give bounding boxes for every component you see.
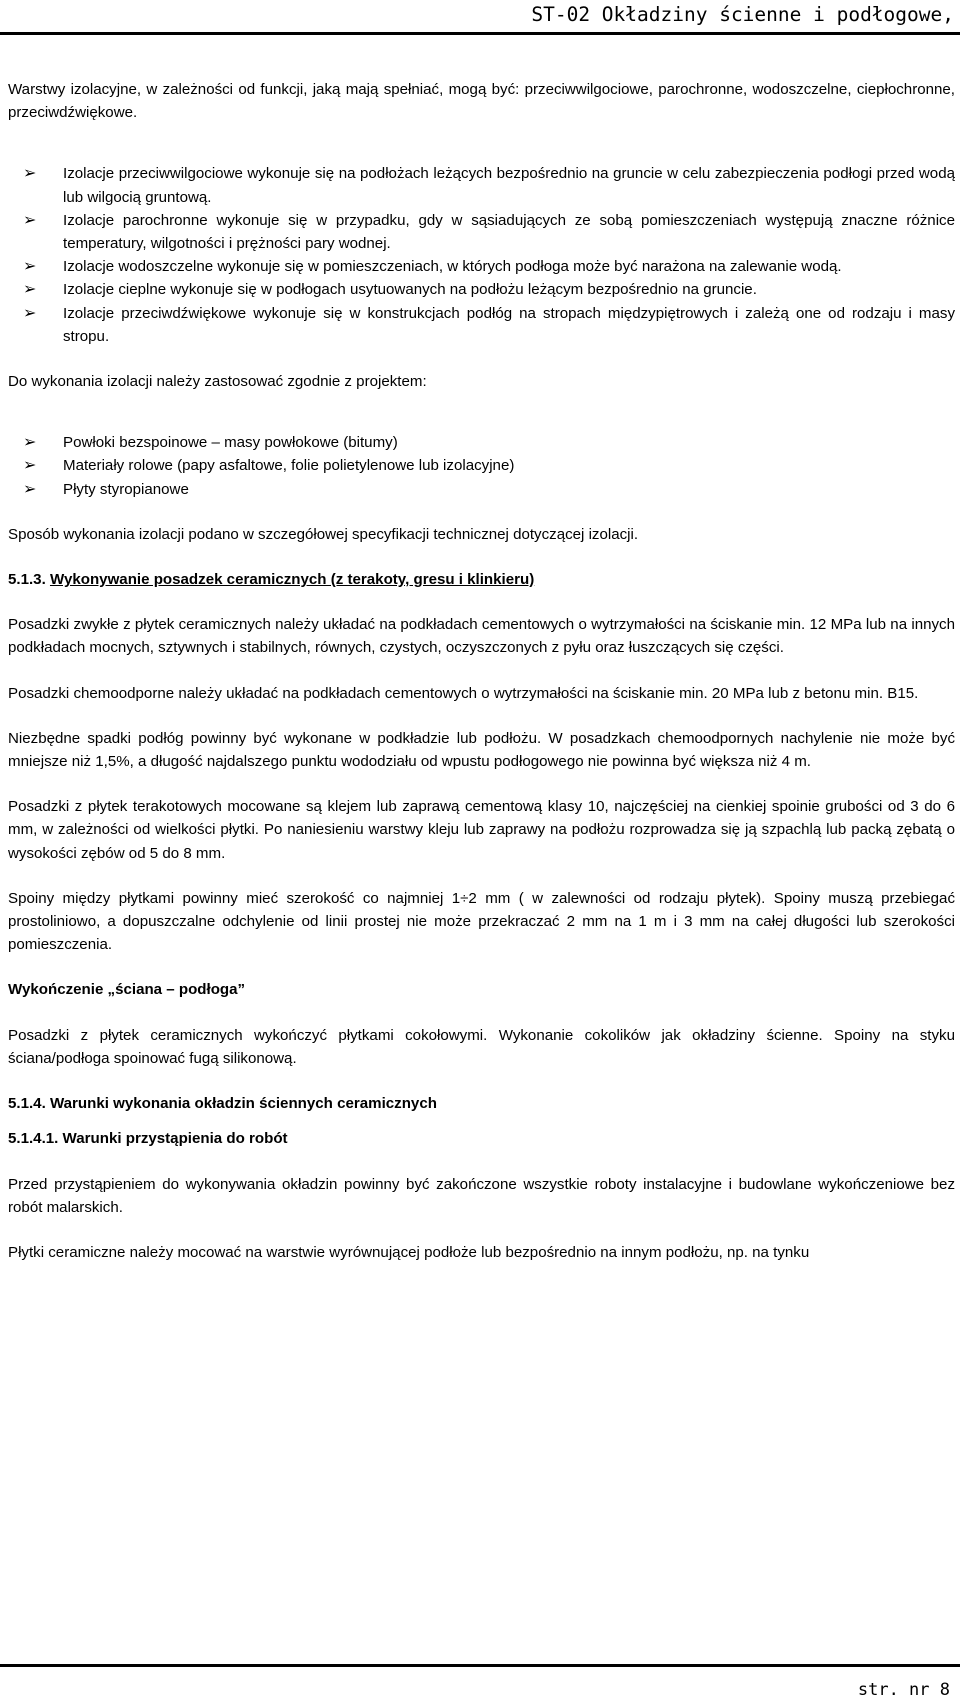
section-5141-paragraph: Płytki ceramiczne należy mocować na warstwie wyrównującej podłoże lub bezpośrednio na innym podłożu, np. na tynku <box>8 1243 810 1261</box>
document-title: ST-02 Okładziny ścienne i podłogowe, <box>531 3 954 26</box>
page-content <box>8 78 955 1264</box>
list-item: ➢ Izolacje przeciwdźwiękowe wykonuje się w konstrukcjach podłóg na stropach międzypiętrowych i zależą one od rodzaju i masy stropu. <box>8 302 955 348</box>
list-item: ➢ Izolacje cieplne wykonuje się w podłogach usytuowanych na podłożu leżącym bezpośrednio na gruncie. <box>8 278 955 301</box>
list-item: ➢ Płyty styropianowe <box>8 478 955 501</box>
arrow-bullet-icon: ➢ <box>23 211 37 229</box>
list-item: ➢ Powłoki bezspoinowe – masy powłokowe (bitumy) <box>8 431 955 454</box>
intro-paragraph: Warstwy izolacyjne, w zależności od funkcji, jaką mają spełniać, mogą być: przeciwwilgociowe, parochronne, wodoszczelne, ciepłochronne, przeciwdźwiękowe. <box>8 81 955 122</box>
arrow-bullet-icon: ➢ <box>23 281 37 299</box>
section-513-paragraph: Posadzki z płytek terakotowych mocowane są klejem lub zaprawą cementową klasy 10, najczęściej na cienkiej spoinie grubości od 3 do 6 mm, w zależności od wielkości płytki. Po naniesieniu warstwy kleju lub zaprawy na podłożu rozprowadza się ją szpachlą lub packą zębatą o wysokości zębów od 5 do 8 mm. <box>8 798 955 862</box>
arrow-bullet-icon: ➢ <box>23 165 37 183</box>
arrow-bullet-icon: ➢ <box>23 258 37 276</box>
section-5141-paragraph: Przed przystąpieniem do wykonywania okładzin powinny być zakończone wszystkie roboty instalacyjne i budowlane wykończeniowe bez robót malarskich. <box>8 1175 955 1216</box>
insulation-types-list <box>8 162 955 348</box>
list-item: ➢ Izolacje parochronne wykonuje się w przypadku, gdy w sąsiadujących ze sobą pomieszczeniach występują znaczne różnice temperatury, wilgotności i prężności pary wodnej. <box>8 209 955 255</box>
section-513-paragraph: Spoiny między płytkami powinny mieć szerokość co najmniej 1÷2 mm ( w zalewności od rodzaju płytek). Spoiny muszą przebiegać prostoliniowo, a dopuszczalne odchylenie od linii prostej nie może przekraczać 2 mm na 1 m i 3 mm na całej długości lub szerokości pomieszczenia. <box>8 889 955 954</box>
method-note: Sposób wykonania izolacji podano w szczegółowej specyfikacji technicznej dotyczącej izolacji. <box>8 525 639 543</box>
finishing-heading: Wykończenie „ściana – podłoga” <box>8 981 246 999</box>
section-513-paragraph: Posadzki chemoodporne należy układać na podkładach cementowych o wytrzymałości na ściskanie min. 20 MPa lub z betonu min. B15. <box>8 684 919 702</box>
list-item: ➢ Izolacje wodoszczelne wykonuje się w pomieszczeniach, w których podłoga może być narażona na zalewanie wodą. <box>8 255 955 278</box>
section-513-heading: 5.1.3. Wykonywanie posadzek ceramicznych (z terakoty, gresu i klinkieru) <box>8 571 535 589</box>
materials-intro: Do wykonania izolacji należy zastosować zgodnie z projektem: <box>8 373 427 391</box>
section-513-paragraph: Niezbędne spadki podłóg powinny być wykonane w podkładzie lub podłożu. W posadzkach chemoodpornych nachylenie nie może być mniejsze niż 1,5%, a długość najdalszego punktu wododziału od wpustu podłogowego nie powinna być większa niż 4 m. <box>8 729 955 771</box>
section-5141-heading: 5.1.4.1. Warunki przystąpienia do robót <box>8 1130 288 1148</box>
arrow-bullet-icon: ➢ <box>23 434 37 452</box>
page-number: str. nr 8 <box>857 1680 950 1700</box>
footer-rule <box>0 1664 960 1667</box>
page-header <box>0 0 960 32</box>
materials-list <box>8 431 955 501</box>
section-514-heading: 5.1.4. Warunki wykonania okładzin ściennych ceramicznych <box>8 1095 437 1113</box>
section-513-paragraph: Posadzki zwykłe z płytek ceramicznych należy układać na podkładach cementowych o wytrzymałości na ściskanie min. 12 MPa lub na innych podkładach mocnych, sztywnych i stabilnych, równych, czystych, oczyszczonych z pyłu oraz łuszczących się części. <box>8 616 955 657</box>
arrow-bullet-icon: ➢ <box>23 304 37 322</box>
arrow-bullet-icon: ➢ <box>23 480 37 498</box>
list-item: ➢ Materiały rolowe (papy asfaltowe, folie polietylenowe lub izolacyjne) <box>8 454 955 477</box>
header-rule <box>0 32 960 35</box>
finishing-paragraph: Posadzki z płytek ceramicznych wykończyć płytkami cokołowymi. Wykonanie cokolików jak okładziny ścienne. Spoiny na styku ściana/podłoga spoinować fugą silikonową. <box>8 1026 955 1067</box>
list-item: ➢ Izolacje przeciwwilgociowe wykonuje się na podłożach leżących bezpośrednio na gruncie w celu zabezpieczenia podłogi przed wodą lub wilgocią gruntową. <box>8 162 955 208</box>
page-footer <box>0 1664 960 1708</box>
arrow-bullet-icon: ➢ <box>23 457 37 475</box>
